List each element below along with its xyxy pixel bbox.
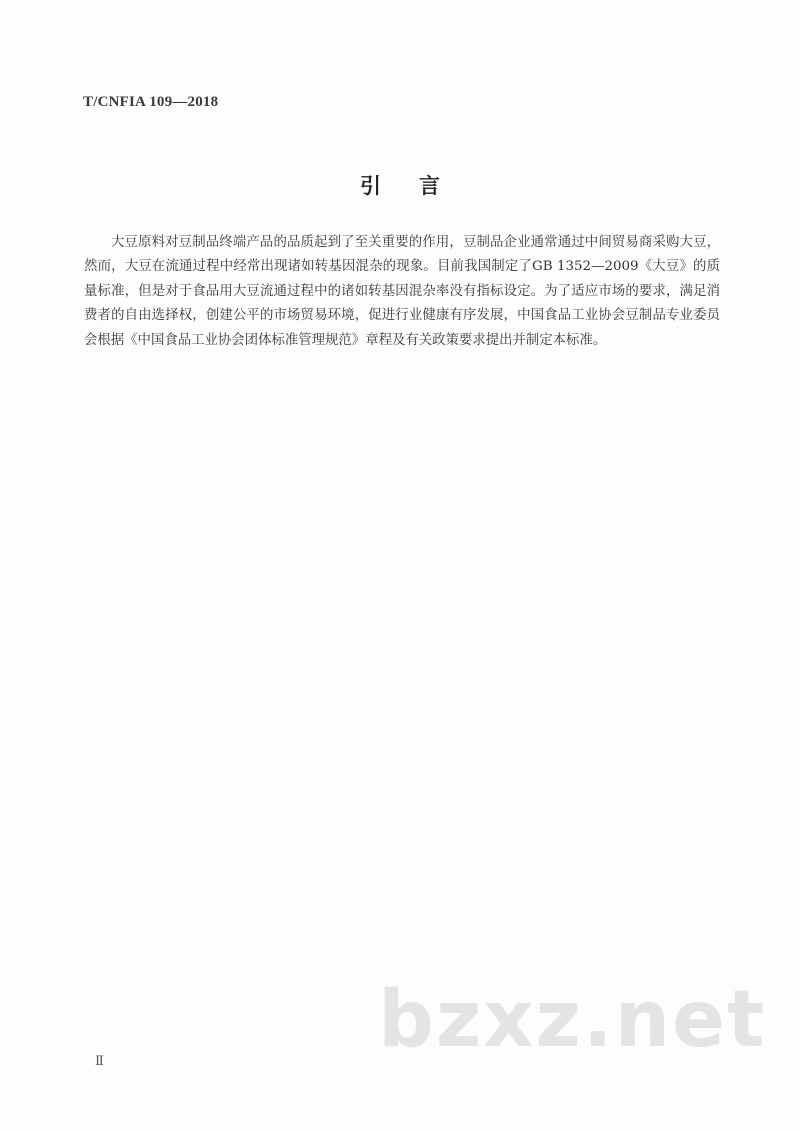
standard-code: T/CNFIA 109—2018 bbox=[83, 94, 219, 110]
intro-paragraph: 大豆原料对豆制品终端产品的品质起到了至关重要的作用，豆制品企业通常通过中间贸易商采购大豆，然而，大豆在流通过程中经常出现诸如转基因混杂的现象。目前我国制定了GB 1352—2009《大豆》的质量标准，但是对于食品用大豆流通过程中的诸如转基因混杂率没有指标设定。为了适应市场的要求，满足消费者的自由选择权，创建公平的市场贸易环境，促进行业健康有序发展，中国食品工业协会豆制品专业委员会根据《中国食品工业协会团体标准管理规范》章程及有关政策要求提出并制定本标准。 bbox=[84, 235, 720, 348]
page-number: Ⅱ bbox=[95, 1053, 104, 1068]
watermark: bzxz.net bbox=[378, 975, 767, 1065]
section-title: 引言 bbox=[360, 174, 478, 198]
